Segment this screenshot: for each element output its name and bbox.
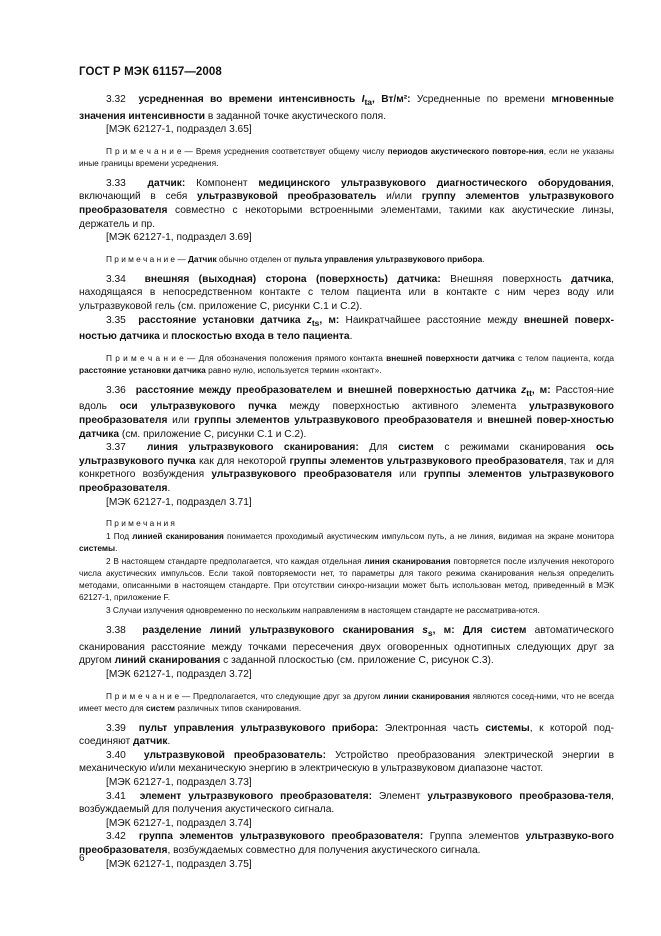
term-3-39: 3.39 пульт управления ультразвукового прибора: Электронная часть системы, к которой под-соединяют датчик.: [79, 722, 615, 748]
reference-3-40: [МЭК 62127-1, подраздел 3.73]: [106, 776, 252, 788]
reference-3-32: [МЭК 62127-1, подраздел 3.65]: [106, 124, 252, 136]
term-3-37: 3.37 линия ультразвукового сканирования: Для систем с режимами сканирования ось ультразвукового пучка как для некоторой группы элементов ультразвукового преобразователя, так и для конкретного возбуждения ультразвукового преобразователя или группы элементов ультразвукового преобразователя.: [79, 442, 614, 494]
term-3-35: 3.35 расстояние установки датчика $z_{ts}$, м: Наикратчайшее расстояние между внешней поверх-ностью датчика и плоскостью входа в тело пациента.: [79, 314, 614, 343]
reference-3-42: [МЭК 62127-1, подраздел 3.75]: [106, 858, 252, 870]
term-3-32: 3.32 усредненная во времени интенсивность $I_{ta}$, Вт/м²: Усредненные по времени мгновенные значения интенсивности в заданной точке акустического поля.: [79, 94, 614, 122]
note-3-32: П р и м е ч а н и е — Время усреднения соответствует общему числу периодов акустического повторе-ния, если не указаны иные границы времени усреднения.: [79, 145, 614, 168]
reference-3-38: [МЭК 62127-1, подраздел 3.72]: [106, 668, 252, 680]
note-3-37-2: 2 В настоящем стандарте предполагается, что каждая отдельная линия сканирования повторяется после излучения некоторого числа акустических импульсов. Если такой повторяемости нет, то параметры для такого режима сканирования нельзя определить методами, описанными в настоящем стандарте. При отсутствии синхро-низации может быть использован метод, приведенный в МЭК 62127-1, приложение F.: [79, 556, 614, 603]
note-3-33: П р и м е ч а н и е — Датчик обычно отделен от пульта управления ультразвукового прибора.: [106, 253, 485, 264]
notes-3-37-heading: П р и м е ч а н и я: [106, 518, 175, 529]
page-header: ГОСТ Р МЭК 61157—2008: [79, 66, 222, 78]
term-3-33: 3.33 датчик: Компонент медицинского ультразвукового диагностического оборудования, включающий в себя ультразвуковой преобразователь и/или группу элементов ультразвукового преобразователя совместно с некоторыми встроенными элементами, такими как акустические линзы, держатель и пр.: [79, 177, 614, 230]
note-3-38: П р и м е ч а н и е — Предполагается, что следующие друг за другом линии сканирования являются сосед-ними, что не всегда имеет место для систем различных типов сканирования.: [79, 690, 614, 713]
page-number: 6: [79, 853, 85, 864]
term-3-36: 3.36 расстояние между преобразователем и внешней поверхностью датчика $z_{tt}$, м: Расстоя-ние вдоль оси ультразвукового пучка между поверхностью активного элемента ультразвукового преобразователя или группы элементов ультразвукового преобразователя и внешней повер-хностью датчика (см. приложение С, рисунки С.1 и С.2).: [79, 384, 614, 440]
note-3-35: П р и м е ч а н и е — Для обозначения положения прямого контакта внешней поверхности датчика с телом пациента, когда расстояние установки датчика равно нулю, используется термин «контакт».: [79, 352, 614, 375]
term-3-34: 3.34 внешняя (выходная) сторона (поверхность) датчика: Внешняя поверхность датчика, находящаяся в непосредственном контакте с телом пациента или в контакте с ним через воду или ультразвуковой гель (см. приложение С, рисунки С.1 и С.2).: [79, 273, 614, 312]
reference-3-37: [МЭК 62127-1, подраздел 3.71]: [106, 496, 252, 508]
term-3-40: 3.40 ультразвуковой преобразователь: Устройство преобразования электрической энергии в механическую и/или механическую энергию в электрическую в ультразвуковом диапазоне частот.: [79, 749, 614, 775]
note-3-37-3: 3 Случаи излучения одновременно по нескольким направлениям в настоящем стандарте не рассматрива-ются.: [106, 605, 540, 616]
term-3-42: 3.42 группа элементов ультразвукового преобразователя: Группа элементов ультразвуко-вого преобразователя, возбуждаемых совместно для получения акустического сигнала.: [79, 831, 614, 856]
reference-3-33: [МЭК 62127-1, подраздел 3.69]: [106, 232, 252, 244]
note-3-37-1: 1 Под линией сканирования понимается проходимый акустическим импульсом путь, а не линия, видимая на экране монитора системы.: [79, 531, 614, 554]
reference-3-41: [МЭК 62127-1, подраздел 3.74]: [106, 817, 252, 829]
term-3-38: 3.38 разделение линий ультразвукового сканирования $s_s$, м: Для систем автоматического сканирования расстояние между точками пересечения двух оговоренных однотипных следующих друг за другом линий сканирования с заданной плоскостью (см. приложение С, рисунок С.3).: [79, 625, 614, 667]
document-body: [79, 93, 614, 871]
term-3-41: 3.41 элемент ультразвукового преобразователя: Элемент ультразвукового преобразова-теля, возбуждаемый для получения акустического сигнала.: [79, 790, 615, 816]
